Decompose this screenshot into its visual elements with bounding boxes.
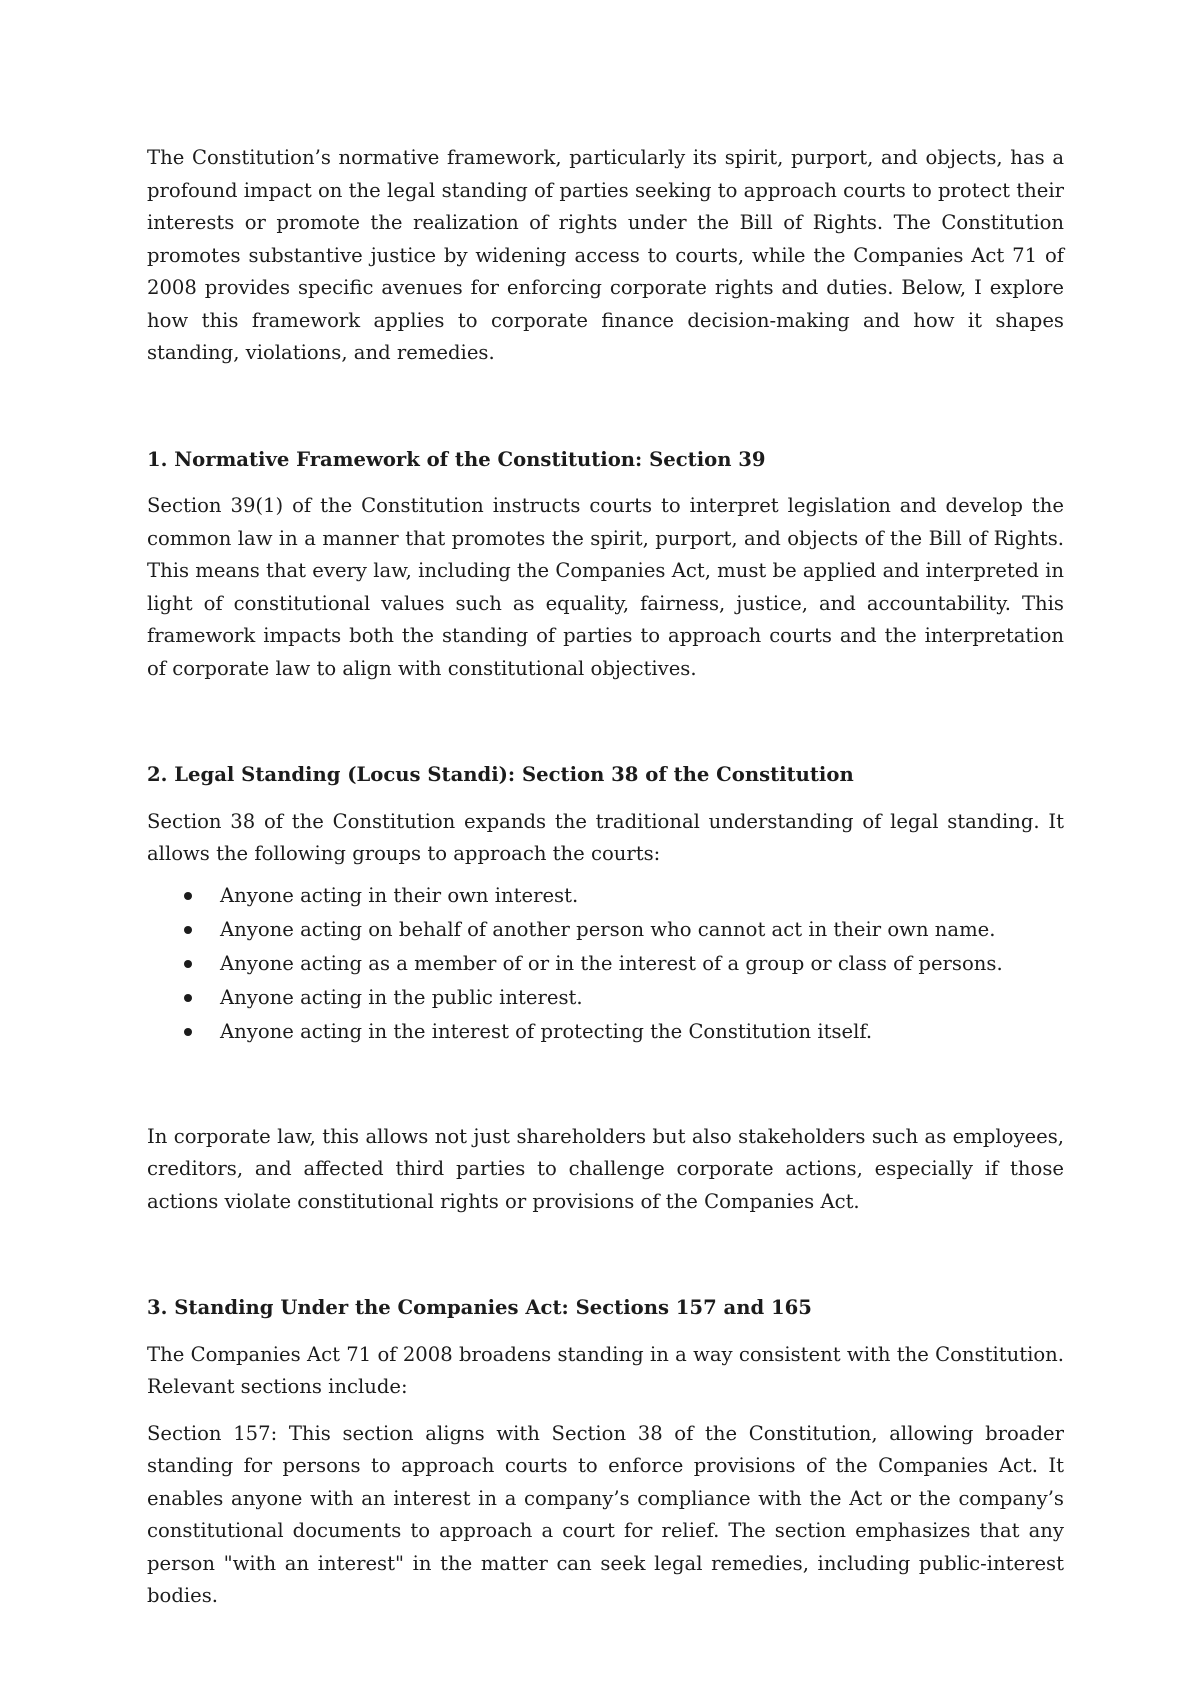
document-page xyxy=(147,142,1064,1613)
list-item-text: Anyone acting in their own interest. xyxy=(220,883,579,907)
bullet-icon xyxy=(184,994,192,1002)
bullet-icon xyxy=(184,1028,192,1036)
section-3-body: Section 157: This section aligns with Section 38 of the Constitution, allowing broader standing for persons to approach courts to enforce provisions of the Companies Act. It enables anyone with an interest in a company’s compliance with the Act or the company’s constitutional documents to approach a court for relief. The section emphasizes that any person "with an interest" in the matter can seek legal remedies, including public-interest bodies. xyxy=(147,1421,1064,1607)
standing-groups-list xyxy=(147,879,1064,1049)
list-item xyxy=(147,879,1064,913)
section-3-intro: The Companies Act 71 of 2008 broadens standing in a way consistent with the Constitution. Relevant sections include: xyxy=(147,1342,1064,1398)
list-item-text: Anyone acting as a member of or in the interest of a group or class of persons. xyxy=(220,951,1003,975)
list-item xyxy=(147,947,1064,981)
section-2-heading: 2. Legal Standing (Locus Standi): Section 38 of the Constitution xyxy=(147,763,854,786)
section-1 xyxy=(147,444,1064,686)
list-item xyxy=(147,981,1064,1015)
section-1-heading: 1. Normative Framework of the Constitution: Section 39 xyxy=(147,447,766,471)
bullet-icon xyxy=(184,960,192,968)
list-item-text: Anyone acting in the interest of protecting the Constitution itself. xyxy=(220,1019,873,1043)
bullet-icon xyxy=(184,926,192,934)
section-2-intro: Section 38 of the Constitution expands the traditional understanding of legal standing. It allows the following groups to approach the courts: xyxy=(147,809,1064,865)
list-item-text: Anyone acting on behalf of another person who cannot act in their own name. xyxy=(220,917,996,941)
section-2 xyxy=(147,759,1064,1218)
section-3 xyxy=(147,1292,1064,1613)
intro-paragraph: The Constitution’s normative framework, particularly its spirit, purport, and objects, has a profound impact on the legal standing of parties seeking to approach courts to protect their interests or promote the realization of rights under the Bill of Rights. The Constitution promotes substantive justice by widening access to courts, while the Companies Act 71 of 2008 provides specific avenues for enforcing corporate rights and duties. Below, I explore how this framework applies to corporate finance decision-making and how it shapes standing, violations, and remedies. xyxy=(147,146,1064,364)
section-1-body: Section 39(1) of the Constitution instructs courts to interpret legislation and develop the common law in a manner that promotes the spirit, purport, and objects of the Bill of Rights. This means that every law, including the Companies Act, must be applied and interpreted in light of constitutional values such as equality, fairness, justice, and accountability. This framework impacts both the standing of parties to approach courts and the interpretation of corporate law to align with constitutional objectives. xyxy=(147,494,1064,680)
list-item-text: Anyone acting in the public interest. xyxy=(220,985,583,1009)
bullet-icon xyxy=(184,892,192,900)
list-item xyxy=(147,1015,1064,1049)
section-2-conclusion: In corporate law, this allows not just shareholders but also stakeholders such as employees, creditors, and affected third parties to challenge corporate actions, especially if those actions violate constitutional rights or provisions of the Companies Act. xyxy=(147,1124,1064,1213)
section-3-heading: 3. Standing Under the Companies Act: Sections 157 and 165 xyxy=(147,1296,812,1319)
list-item xyxy=(147,913,1064,947)
